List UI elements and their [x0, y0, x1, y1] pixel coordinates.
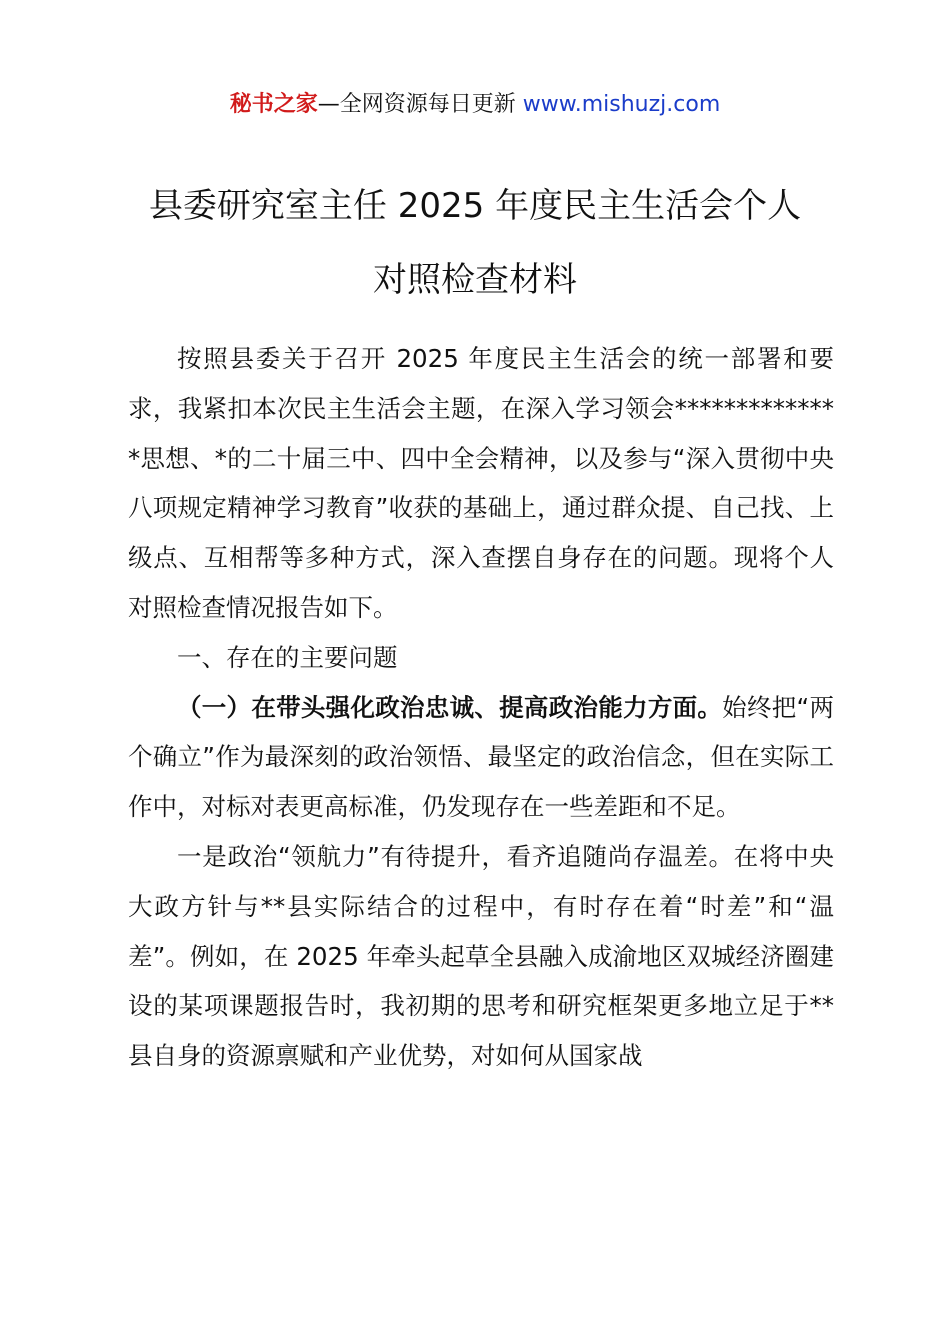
site-header — [0, 88, 950, 122]
intro-paragraph: 按照县委关于召开 2025 年度民主生活会的统一部署和要求，我紧扣本次民主生活会主题，在深入学习领会**************思想、*的二十届三中、四中全会精神，以及参与“深入贯彻中央八项规定精神学习教育”收获的基础上，通过群众提、自己找、上级点、互相帮等多种方式，深入查摆自身存在的问题。现将个人对照检查情况报告如下。 — [128, 344, 834, 622]
subsection-paragraph — [128, 683, 834, 832]
section-heading: 一、存在的主要问题 — [177, 642, 398, 672]
point-paragraph: 一是政治“领航力”有待提升，看齐追随尚存温差。在将中央大政方针与**县实际结合的过程中，有时存在着“时差”和“温差”。例如，在 2025 年牵头起草全县融入成渝地区双城经济圈建设的某项课题报告时，我初期的思考和研究框架更多地立足于**县自身的资源禀赋和产业优势，对如何从国家战 — [128, 841, 834, 1071]
header-tagline: —全网资源每日更新 — [317, 92, 523, 117]
brand-name: 秘书之家 — [229, 92, 318, 117]
document-body — [128, 334, 834, 1081]
site-url-link[interactable]: www.mishuzj.com — [522, 92, 721, 117]
subsection-text: 始终把“两个确立”作为最深刻的政治领悟、最坚定的政治信念，但在实际工作中，对标对表更高标准，仍发现存在一些差距和不足。 — [128, 692, 834, 822]
document-title-line-2: 对照检查材料 — [373, 260, 577, 300]
subsection-heading: （一）在带头强化政治忠诚、提高政治能力方面。 — [177, 692, 723, 722]
document-title-line-1: 县委研究室主任 2025 年度民主生活会个人 — [148, 186, 802, 226]
